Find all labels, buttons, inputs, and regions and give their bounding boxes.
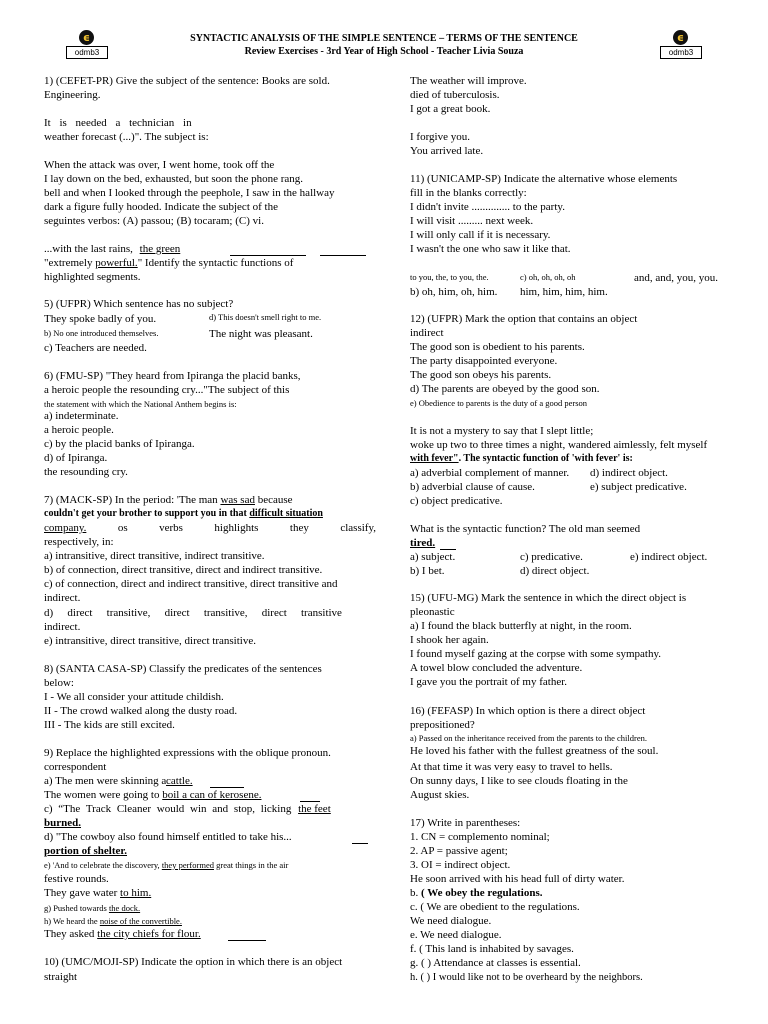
q7-word: transitive: [301, 607, 342, 619]
q7-option: indirect.: [44, 592, 81, 604]
q13-text: . The syntactic function of 'with fever' is:: [458, 453, 633, 464]
q11-option: to you, the, to you, the.: [410, 272, 489, 282]
q9-item: [44, 803, 331, 816]
q4-line: [44, 243, 180, 256]
q9-text: The women were going to: [44, 789, 160, 801]
q14-line: What is the syntactic function? The old man seemed: [410, 523, 641, 535]
q9-text: h) We heard the: [44, 916, 98, 926]
q10-line: 10) (UMC/MOJI-SP) Indicate the option in which there is an object: [44, 956, 343, 968]
q7-line: [44, 522, 376, 535]
q9-line: correspondent: [44, 761, 107, 773]
q9-highlight: the feet: [298, 803, 331, 815]
q7-option: [44, 607, 342, 620]
q17-line: 2. AP = passive agent;: [410, 845, 508, 857]
q17-item: He soon arrived with his head full of dirty water.: [410, 873, 625, 885]
q5-line: 5) (UFPR) Which sentence has no subject?: [44, 298, 234, 310]
q11-option: c) oh, oh, oh, oh: [520, 272, 576, 282]
q16-option: a) Passed on the inheritance received from the parents to the children.: [410, 733, 647, 743]
q12-option: d) The parents are obeyed by the good son.: [410, 383, 600, 395]
q10-line: straight: [44, 971, 77, 983]
q7-word: d): [44, 607, 54, 619]
q9-item: [44, 915, 182, 928]
q9-highlight: boil a can of kerosene.: [162, 789, 262, 801]
q7-option: a) intransitive, direct transitive, indirect transitive.: [44, 550, 265, 562]
blank-line: [228, 940, 266, 941]
q17-item: We need dialogue.: [410, 915, 492, 927]
q13-line: woke up two to three times a night, wandered aimlessly, felt myself: [410, 439, 708, 451]
q14-option: b) I bet.: [410, 565, 445, 577]
blank-line: [300, 801, 320, 802]
q13-option: a) adverbial complement of manner.: [410, 467, 570, 479]
q11-option: and, and, you, you.: [634, 272, 719, 284]
q16-option: At that time it was very easy to travel to hells.: [410, 761, 613, 773]
q4-highlight: powerful.: [95, 257, 138, 269]
q2-line: weather forecast (...)". The subject is:: [44, 131, 209, 143]
q7-word: classify,: [340, 522, 376, 534]
q15-option: I found myself gazing at the corpse with some sympathy.: [410, 648, 662, 660]
q12-option: e) Obedience to parents is the duty of a good person: [410, 398, 588, 408]
q17-item: g. ( ) Attendance at classes is essential.: [410, 957, 581, 969]
q15-option: I shook her again.: [410, 634, 489, 646]
q12-option: The good son obeys his parents.: [410, 369, 552, 381]
q7-word: verbs: [159, 522, 183, 534]
blank-line: [230, 255, 306, 256]
q9-highlight: cattle.: [166, 775, 193, 787]
q9-highlight: the dock.: [108, 903, 141, 913]
q14-option: c) predicative.: [520, 551, 583, 563]
q15-option: I gave you the portrait of my father.: [410, 676, 568, 688]
q7-option: e) intransitive, direct transitive, direct transitive.: [44, 635, 256, 647]
q10-option: I forgive you.: [410, 131, 470, 143]
q7-highlight: difficult situation: [249, 508, 323, 519]
q3-line: I lay down on the bed, exhausted, but soon the phone rang.: [44, 173, 304, 185]
q10-option: died of tuberculosis.: [410, 89, 500, 101]
q9-text: They gave water: [44, 887, 118, 899]
q17-text: b.: [410, 887, 419, 899]
blank-line: [210, 787, 244, 788]
q16-option: August skies.: [410, 789, 470, 801]
q1-line: 1) (CEFET-PR) Give the subject of the sentence: Books are sold.: [44, 75, 330, 87]
q6-option: c) by the placid banks of Ipiranga.: [44, 438, 195, 450]
q16-line: 16) (FEFASP) In which option is there a direct object: [410, 705, 646, 717]
q8-item: II - The crowd walked along the dusty road.: [44, 705, 238, 717]
q9-item: [44, 789, 261, 802]
q17-line: 17) Write in parentheses:: [410, 817, 521, 829]
q9-highlight: portion of shelter.: [44, 845, 128, 857]
blank-line: [320, 255, 366, 256]
q10-option: You arrived late.: [410, 145, 484, 157]
q7-word: direct: [164, 607, 190, 619]
q16-line: prepositioned?: [410, 719, 475, 731]
q15-line: 15) (UFU-MG) Mark the sentence in which the direct object is: [410, 592, 687, 604]
q11-line: I wasn't the one who saw it like that.: [410, 243, 571, 255]
blank-line: [352, 843, 368, 844]
q16-option: On sunny days, I like to see clouds floating in the: [410, 775, 628, 787]
q3-line: seguintes verbos: (A) passou; (B) tocaram; (C) vi.: [44, 215, 264, 227]
q12-line: indirect: [410, 327, 444, 339]
q14-option: a) subject.: [410, 551, 456, 563]
q12-option: The party disappointed everyone.: [410, 355, 558, 367]
q7-option: indirect.: [44, 621, 81, 633]
q9-text: great things in the air: [216, 860, 289, 870]
q13-line: It is not a mystery to say that I slept little;: [410, 425, 594, 437]
q7-word: os: [117, 522, 128, 534]
logo-tag: odmb3: [660, 46, 702, 59]
q7-line: [44, 494, 293, 507]
q9-highlight: burned.: [44, 817, 81, 829]
q7-option: c) of connection, direct and indirect transitive, direct transitive and: [44, 578, 338, 590]
q15-option: A towel blow concluded the adventure.: [410, 662, 583, 674]
q6-option: a heroic people.: [44, 424, 114, 436]
logo-mark-icon: ϵ: [79, 30, 94, 45]
q7-word: highlights: [214, 522, 259, 534]
q12-line: 12) (UFPR) Mark the option that contains an object: [410, 313, 638, 325]
q10-option: I got a great book.: [410, 103, 491, 115]
q4-line: [44, 257, 293, 270]
q11-line: I will visit ......... next week.: [410, 215, 534, 227]
q9-item: [44, 928, 201, 941]
q7-word: transitive,: [106, 607, 151, 619]
q15-option: a) I found the black butterfly at night, in the room.: [410, 620, 632, 632]
q3-line: bell and when I looked through the peephole, I saw in the hallway: [44, 187, 335, 199]
q9-text: e) 'And to celebrate the discovery,: [44, 860, 160, 870]
q17-item: f. ( This land is inhabited by savages.: [410, 943, 574, 955]
q5-option: The night was pleasant.: [209, 328, 313, 340]
q9-item: [44, 902, 140, 915]
page-title: SYNTACTIC ANALYSIS OF THE SIMPLE SENTENCE – TERMS OF THE SENTENCE: [190, 33, 578, 44]
q9-highlight: they performed: [161, 860, 214, 870]
q17-text: ( We obey the regulations.: [421, 887, 543, 899]
q2-line: It is needed a technician in: [44, 117, 192, 129]
q7-word: they: [289, 522, 309, 534]
q8-item: III - The kids are still excited.: [44, 719, 175, 731]
q7-line: [44, 507, 323, 520]
q17-item: [410, 887, 543, 900]
blank-line: [440, 549, 456, 550]
q8-item: I - We all consider your attitude childish.: [44, 691, 224, 703]
q17-item: h. ( ) I would like not to be overheard by the neighbors.: [410, 972, 643, 983]
q7-line: respectively, in:: [44, 536, 114, 548]
q4-line: highlighted segments.: [44, 271, 141, 283]
q13-option: e) subject predicative.: [590, 481, 687, 493]
q7-option: b) of connection, direct transitive, direct and indirect transitive.: [44, 564, 323, 576]
q16-option: He loved his father with the fullest greatness of the soul.: [410, 745, 659, 757]
q14-highlight: tired.: [410, 537, 436, 549]
q7-highlight: company.: [44, 522, 87, 534]
q7-text: 7) (MACK-SP) In the period: 'The man: [44, 494, 218, 506]
q17-line: 3. OI = indirect object.: [410, 859, 511, 871]
q5-option: They spoke badly of you.: [44, 313, 157, 325]
q11-line: fill in the blanks correctly:: [410, 187, 527, 199]
q11-line: 11) (UNICAMP-SP) Indicate the alternative whose elements: [410, 173, 678, 185]
q7-word: transitive,: [203, 607, 248, 619]
q4-highlight: the green: [139, 243, 181, 255]
q14-option: d) direct object.: [520, 565, 590, 577]
q17-item: e. We need dialogue.: [410, 929, 502, 941]
page-subtitle: Review Exercises - 3rd Year of High School - Teacher Livia Souza: [244, 46, 524, 57]
q7-word: direct: [261, 607, 287, 619]
q9-highlight: the city chiefs for flour.: [97, 928, 201, 940]
q9-line: 9) Replace the highlighted expressions with the oblique pronoun.: [44, 747, 331, 759]
q13-option: d) indirect object.: [590, 467, 668, 479]
q4-text: ...with the last rains,: [44, 243, 133, 255]
q8-line: below:: [44, 677, 74, 689]
q6-option: a) indeterminate.: [44, 410, 119, 422]
q5-option: d) This doesn't smell right to me.: [209, 312, 322, 322]
q17-line: 1. CN = complemento nominal;: [410, 831, 550, 843]
q3-line: When the attack was over, I went home, took off the: [44, 159, 275, 171]
q14-option: e) indirect object.: [630, 551, 708, 563]
q13-highlight: with fever": [410, 453, 459, 464]
q7-word: direct: [67, 607, 93, 619]
q9-text: They asked: [44, 928, 95, 940]
q6-line: the statement with which the National Anthem begins is:: [44, 399, 237, 409]
q13-option: c) object predicative.: [410, 495, 503, 507]
q7-text: couldn't get your brother to support you in that: [44, 508, 247, 519]
q6-line: a heroic people the resounding cry..."The subject of this: [44, 384, 290, 396]
q13-line: [410, 452, 633, 465]
q9-text: a) The men were skinning a: [44, 775, 167, 787]
q9-item: [44, 775, 193, 788]
q9-item: [44, 887, 151, 900]
logo-mark-icon: ϵ: [673, 30, 688, 45]
q8-line: 8) (SANTA CASA-SP) Classify the predicates of the sentences: [44, 663, 322, 675]
q17-item: c. ( We are obedient to the regulations.: [410, 901, 580, 913]
q9-text: c) “The Track Cleaner would win and stop, licking: [44, 803, 292, 815]
q9-highlight: to him.: [120, 887, 152, 899]
q7-highlight: was sad: [220, 494, 255, 506]
q4-text: "extremely: [44, 257, 93, 269]
q6-option: the resounding cry.: [44, 466, 128, 478]
q1-line: Engineering.: [44, 89, 101, 101]
q4-text: " Identify the syntactic functions of: [137, 257, 294, 269]
q9-item: festive rounds.: [44, 873, 109, 885]
q9-item: [44, 859, 288, 872]
logo-tag: odmb3: [66, 46, 108, 59]
q5-option: b) No one introduced themselves.: [44, 328, 159, 338]
q9-item: d) "The cowboy also found himself entitled to take his...: [44, 831, 292, 843]
q9-text: g) Pushed towards: [44, 903, 107, 913]
q11-option: him, him, him, him.: [520, 286, 608, 298]
q13-option: b) adverbial clause of cause.: [410, 481, 535, 493]
q11-line: I didn't invite .............. to the party.: [410, 201, 565, 213]
q7-text: because: [257, 494, 293, 506]
q3-line: dark a figure fully hooded. Indicate the subject of the: [44, 201, 278, 213]
q6-line: 6) (FMU-SP) "They heard from Ipiranga the placid banks,: [44, 370, 301, 382]
q6-option: d) of Ipiranga.: [44, 452, 108, 464]
q9-highlight: noise of the convertible.: [99, 916, 182, 926]
q11-option: b) oh, him, oh, him.: [410, 286, 498, 298]
q11-line: I will only call if it is necessary.: [410, 229, 551, 241]
q10-option: The weather will improve.: [410, 75, 527, 87]
q15-line: pleonastic: [410, 606, 455, 618]
q12-option: The good son is obedient to his parents.: [410, 341, 585, 353]
q5-option: c) Teachers are needed.: [44, 342, 147, 354]
